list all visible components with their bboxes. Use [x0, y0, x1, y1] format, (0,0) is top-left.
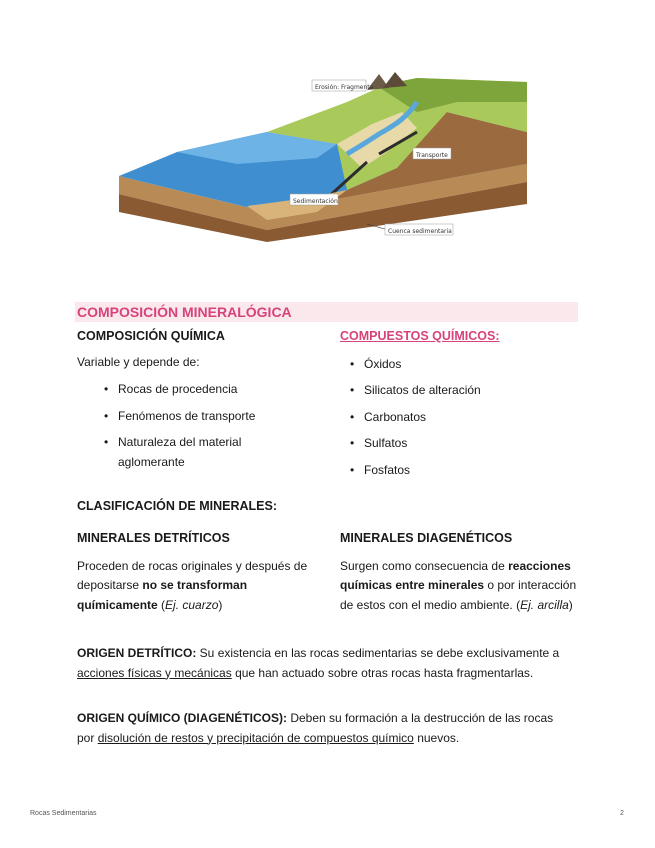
list-item: • Sulfatos	[348, 434, 580, 454]
origen-quimico-paragraph: ORIGEN QUÍMICO (DIAGENÉTICOS): Deben su formación a la destrucción de las rocas por disolución de restos y precipitación de compuestos químico nuevos.	[77, 711, 554, 745]
list-item: • Silicatos de alteración	[348, 381, 580, 401]
minerales-diageneticos-block	[340, 529, 585, 615]
compuestos-quimicos-list	[348, 355, 580, 481]
list-item: • Rocas de procedencia	[102, 380, 262, 400]
composicion-quimica-title: COMPOSICIÓN QUÍMICA	[77, 329, 225, 343]
list-item: • Carbonatos	[348, 408, 580, 428]
compuestos-quimicos-title: COMPUESTOS QUÍMICOS:	[340, 329, 500, 343]
figure-label-transport: Transporte	[416, 152, 448, 159]
sedimentary-basin-illustration	[117, 72, 531, 244]
origen-detritico-label: ORIGEN DETRÍTICO:	[77, 646, 197, 660]
list-item: • Óxidos	[348, 355, 580, 375]
figure-label-erosion: Erosión: Fragmenta	[315, 84, 374, 91]
minerales-detriticos-block	[77, 529, 322, 615]
figure-label-basin: Cuenca sedimentaria	[388, 228, 452, 235]
origen-quimico-label: ORIGEN QUÍMICO (DIAGENÉTICOS):	[77, 711, 287, 725]
composicion-quimica-intro: Variable y depende de:	[77, 354, 200, 369]
footer-document-title: Rocas Sedimentarias	[30, 810, 97, 817]
origen-detritico-paragraph: ORIGEN DETRÍTICO: Su existencia en las rocas sedimentarias se debe exclusivamente a acciones físicas y mecánicas que han actuado sobre otras rocas hasta fragmentarlas.	[77, 646, 560, 680]
list-item: • Fosfatos	[348, 461, 580, 481]
list-item: • Naturaleza del material aglomerante	[102, 433, 262, 472]
minerales-detriticos-title: MINERALES DETRÍTICOS	[77, 531, 230, 545]
minerales-detriticos-text: Proceden de rocas originales y después de depositarse no se transforman químicamente (Ej. cuarzo)	[77, 558, 308, 612]
section-title: COMPOSICIÓN MINERALÓGICA	[75, 302, 578, 322]
list-item: • Fenómenos de transporte	[102, 407, 262, 427]
figure-label-sedimentation: Sedimentación	[293, 198, 338, 205]
composicion-quimica-block	[77, 327, 327, 479]
minerales-diageneticos-text: Surgen como consecuencia de reacciones químicas entre minerales o por interacción de estos con el medio ambiente. (Ej. arcilla)	[340, 558, 577, 612]
compuestos-quimicos-block	[340, 327, 580, 487]
clasificacion-title: CLASIFICACIÓN DE MINERALES:	[77, 499, 277, 513]
composicion-quimica-list	[102, 380, 262, 472]
minerales-diageneticos-title: MINERALES DIAGENÉTICOS	[340, 531, 513, 545]
footer-page-number: 2	[620, 810, 624, 817]
